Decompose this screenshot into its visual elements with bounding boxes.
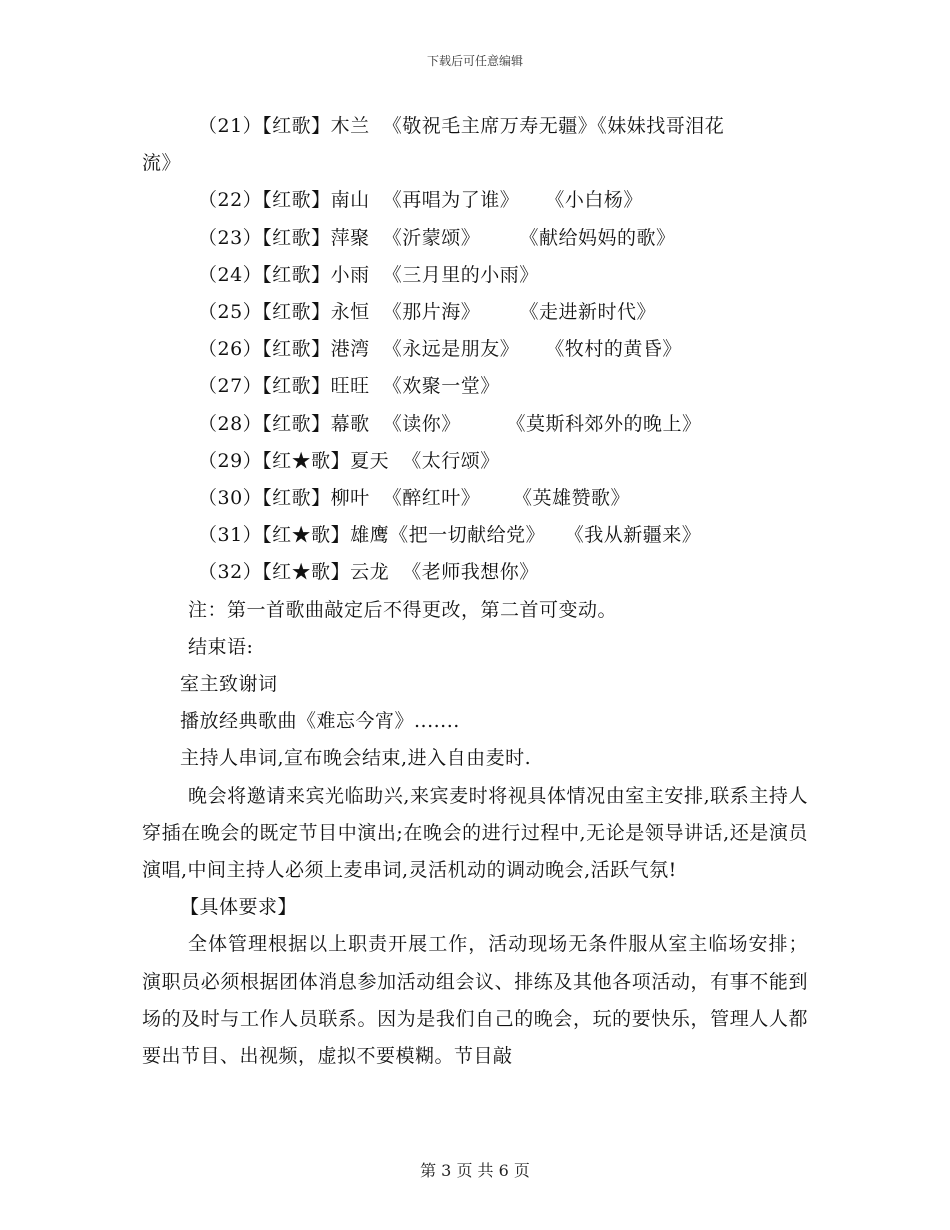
song-item-22: （22）【红歌】南山 《再唱为了谁》 《小白杨》	[198, 189, 643, 212]
song-item-23: （23）【红歌】萍聚 《沂蒙颂》 《献给妈妈的歌》	[198, 226, 676, 249]
guest-paragraph: 晚会将邀请来宾光临助兴,来宾麦时将视具体情况由室主安排,联系主持人穿插在晚会的既定节目中演出;在晚会的进行过程中,无论是领导讲话,还是演员演唱,中间主持人必须上麦串词,灵活机动的调动晚会,活跃气氛!	[142, 784, 808, 882]
song-item-32: （32）【红★歌】云龙 《老师我想你》	[198, 561, 539, 584]
song-item-25: （25）【红歌】永恒 《那片海》 《走进新时代》	[198, 301, 656, 324]
song-item-21: （21）【红歌】木兰 《敬祝毛主席万寿无疆》《妹妹找哥泪花	[198, 115, 725, 137]
closing-item-host: 主持人串词,宣布晚会结束,进入自由麦时.	[180, 747, 532, 770]
song-item-30: （30）【红歌】柳叶 《醉红叶》 《英雄赞歌》	[198, 487, 630, 510]
song-item-24: （24）【红歌】小雨 《三月里的小雨》	[198, 263, 539, 286]
requirements-paragraph: 全体管理根据以上职责开展工作，活动现场无条件服从室主临场安排；演职员必须根据团体消息参加活动组会议、排练及其他各项活动，有事不能到场的及时与工作人员联系。因为是我们自己的晚会，玩的要快乐，管理人人都要出节目、出视频，虚拟不要模糊。节目敲	[142, 933, 808, 1068]
note-text: 注：第一首歌曲敲定后不得更改，第二首可变动。	[188, 598, 618, 621]
song-item-26: （26）【红歌】港湾 《永远是朋友》 《牧村的黄昏》	[198, 338, 682, 361]
closing-item-song: 播放经典歌曲《难忘今宵》.......	[180, 710, 460, 733]
song-item-27: （27）【红歌】旺旺 《欢聚一堂》	[198, 375, 500, 398]
closing-item-thanks: 室主致谢词	[180, 673, 278, 696]
document-body	[142, 108, 808, 1075]
song-item-28: （28）【红歌】幕歌 《读你》 《莫斯科郊外的晚上》	[198, 412, 702, 435]
song-item-29: （29）【红★歌】夏天 《太行颂》	[198, 449, 500, 472]
song-item-31: （31）【红★歌】雄鹰《把一切献给党》 《我从新疆来》	[198, 524, 702, 547]
page-header: 下载后可任意编辑	[426, 54, 523, 68]
closing-label: 结束语:	[188, 635, 254, 658]
song-item-21-continuation: 流》	[142, 152, 182, 175]
page-footer: 第 3 页 共 6 页	[420, 1161, 530, 1180]
requirements-title: 【具体要求】	[180, 896, 298, 919]
